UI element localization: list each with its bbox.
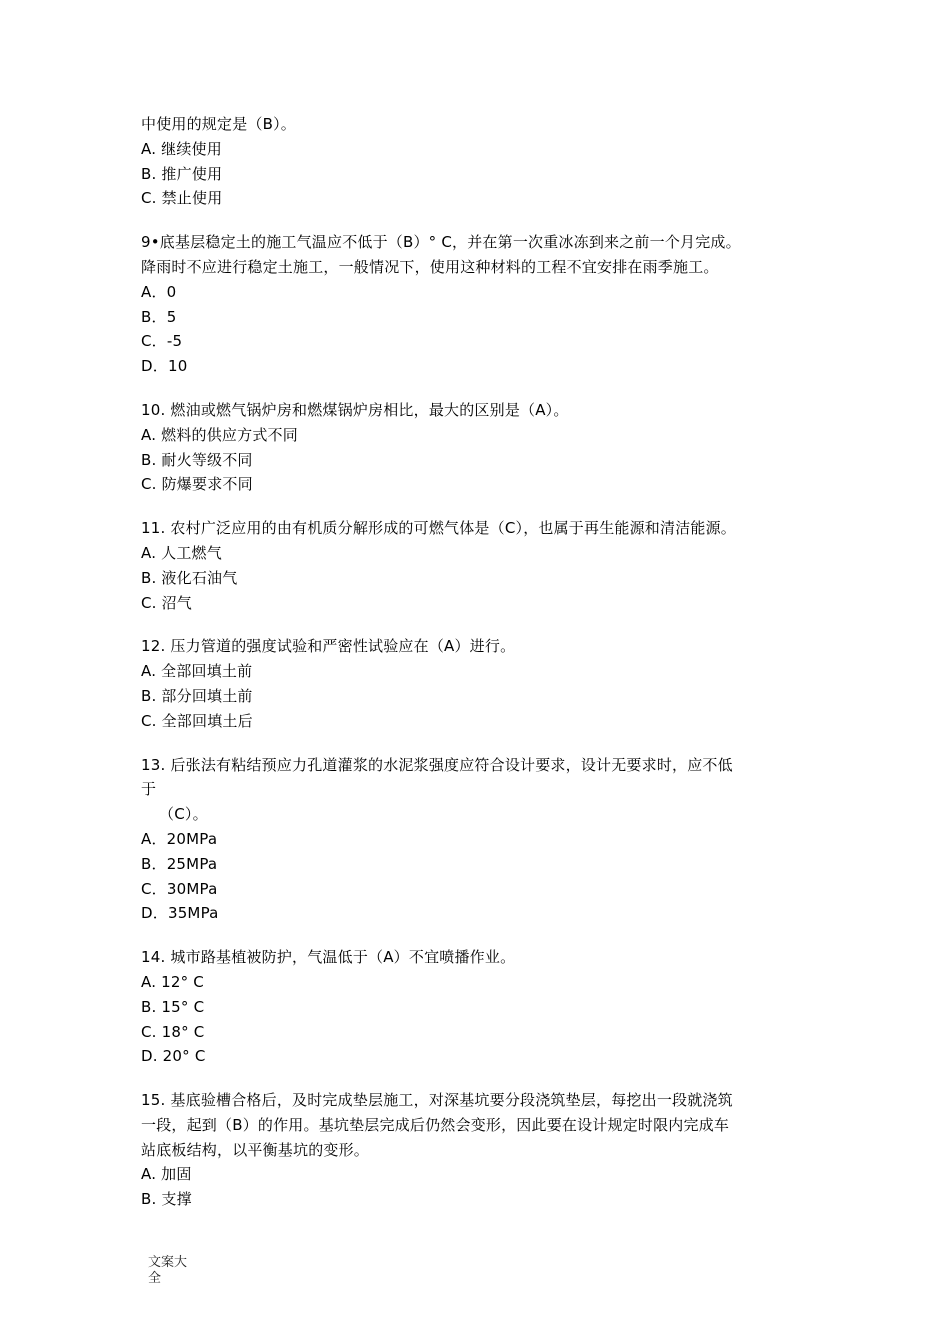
option-a: A. 12° C: [141, 972, 204, 991]
question-14: [141, 945, 821, 1069]
question-stem: 中使用的规定是（B）。: [141, 115, 296, 133]
option-b: B. 推广使用: [141, 164, 223, 183]
question-13: [141, 753, 821, 927]
question-12: [141, 634, 821, 733]
question-stem: 11. 农村广泛应用的由有机质分解形成的可燃气体是（C），也属于再生能源和清洁能源。: [141, 519, 737, 538]
document-body: [141, 112, 821, 1212]
option-c: C. 18° C: [141, 1022, 205, 1041]
option-b: B．5: [141, 307, 177, 326]
option-d: D．10: [141, 357, 188, 376]
question-15: [141, 1088, 821, 1212]
question-9: [141, 230, 821, 379]
question-stem: 于: [141, 780, 157, 799]
option-a: A．0: [141, 282, 177, 301]
question-stem: 9•底基层稳定土的施工气温应不低于（B）° C，并在第一次重冰冻到来之前一个月完成。: [141, 233, 741, 252]
option-c: C. 禁止使用: [141, 189, 223, 208]
option-b: B. 耐火等级不同: [141, 450, 253, 469]
option-d: D．35MPa: [141, 904, 219, 923]
question-stem: 降雨时不应进行稳定土施工，一般情况下，使用这种材料的工程不宜安排在雨季施工。: [141, 257, 719, 276]
option-a: A. 人工燃气: [141, 543, 222, 562]
question-stem: 15. 基底验槽合格后，及时完成垫层施工，对深基坑要分段浇筑垫层，每挖出一段就浇筑: [141, 1091, 733, 1110]
option-a: A. 继续使用: [141, 139, 222, 158]
question-stem: 13. 后张法有粘结预应力孔道灌浆的水泥浆强度应符合设计要求，设计无要求时，应不低: [141, 755, 733, 774]
option-c: C. 沼气: [141, 593, 193, 612]
option-a: A. 加固: [141, 1165, 192, 1184]
option-c: C．30MPa: [141, 879, 218, 898]
footer-text: 全: [148, 1271, 162, 1286]
option-c: C. 防爆要求不同: [141, 475, 253, 494]
option-b: B. 部分回填土前: [141, 686, 253, 705]
option-b: B．25MPa: [141, 854, 218, 873]
question-stem: （C）。: [159, 805, 208, 824]
question-10: [141, 398, 821, 497]
option-d: D. 20° C: [141, 1047, 206, 1066]
option-c: C. 全部回填土后: [141, 711, 253, 730]
option-b: B. 支撑: [141, 1190, 192, 1209]
question-stem: 10. 燃油或燃气锅炉房和燃煤锅炉房相比，最大的区别是（A）。: [141, 400, 569, 419]
option-a: A. 全部回填土前: [141, 662, 253, 681]
question-stem: 站底板结构，以平衡基坑的变形。: [141, 1140, 370, 1159]
question-stem: 12. 压力管道的强度试验和严密性试验应在（A）进行。: [141, 637, 516, 656]
option-a: A．20MPa: [141, 829, 218, 848]
option-c: C．-5: [141, 332, 183, 351]
question-stem: 一段，起到（B）的作用。基坑垫层完成后仍然会变形，因此要在设计规定时限内完成车: [141, 1115, 730, 1134]
page-footer: [148, 1255, 198, 1287]
question-stem: 14. 城市路基植被防护，气温低于（A）不宜喷播作业。: [141, 948, 516, 967]
option-b: B. 液化石油气: [141, 568, 238, 587]
option-b: B. 15° C: [141, 997, 205, 1016]
footer-text: 文案大: [148, 1255, 188, 1270]
question-intro: [141, 112, 821, 211]
option-a: A. 燃料的供应方式不同: [141, 425, 298, 444]
question-11: [141, 516, 821, 615]
